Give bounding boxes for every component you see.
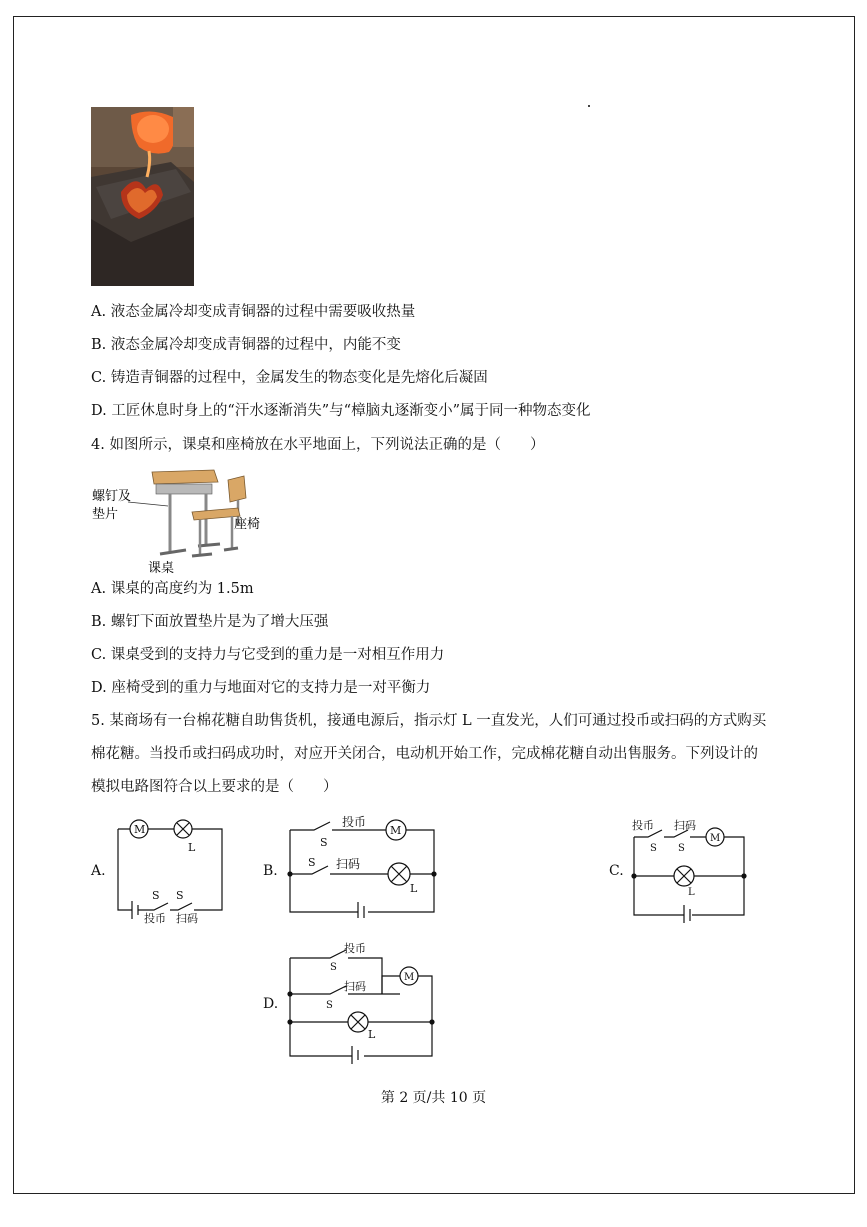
q5-label-c: C. [609,863,624,879]
q5-stem-line-2: 棉花糖。当投币或扫码成功时，对应开关闭合，电动机开始工作，完成棉花糖自动出售服务。下列设计的 [91,746,758,762]
switch-s1-label: S [650,843,657,854]
desk-chair-figure [88,464,268,576]
scan-label: 扫码 [674,819,696,832]
switch-s1-label: S [152,889,160,902]
lamp-label: L [188,841,196,854]
q3-option-c: C. 铸造青铜器的过程中，金属发生的物态变化是先熔化后凝固 [91,370,488,386]
q5-label-a: A. [91,863,106,879]
label-desk: 课桌 [148,561,175,576]
switch-s2-label: S [326,1000,333,1011]
q4-option-d: D. 座椅受到的重力与地面对它的支持力是一对平衡力 [91,680,431,696]
circuit-d [286,940,442,1064]
coin-label: 投币 [632,819,654,832]
scan-speck [588,105,590,107]
motor-symbol: M [134,823,146,836]
q3-option-b: B. 液态金属冷却变成青铜器的过程中，内能不变 [91,337,401,353]
motor-symbol: M [710,833,721,844]
q3-option-a: A. 液态金属冷却变成青铜器的过程中需要吸收热量 [91,304,416,320]
lamp-label: L [410,882,418,895]
motor-symbol: M [404,972,415,983]
scan-label: 扫码 [336,857,361,871]
switch-s2-label: S [678,843,685,854]
circuit-b [284,812,444,918]
switch-s2-label: S [176,889,184,902]
coin-label: 投币 [344,942,366,955]
q5-label-d: D. [263,996,279,1012]
motor-symbol: M [390,824,402,837]
q3-option-d: D. 工匠休息时身上的“汗水逐渐消失”与“樟脑丸逐渐变小”属于同一种物态变化 [91,403,591,419]
label-screw-1: 螺钉及 [92,489,132,504]
q5-label-b: B. [263,863,278,879]
lamp-label: L [688,887,695,898]
q4-option-b: B. 螺钉下面放置垫片是为了增大压强 [91,614,329,630]
q4-option-a: A. 课桌的高度约为 1.5m [91,581,254,597]
page-footer: 第 2 页/共 10 页 [380,1090,487,1106]
q5-stem-line-1: 5. 某商场有一台棉花糖自助售货机，接通电源后，指示灯 L 一直发光，人们可通过投币或扫码的方式购买 [91,713,767,729]
circuit-c [628,815,752,923]
scan-label: 扫码 [176,912,198,925]
switch-s2-label: S [308,856,316,869]
circuit-a [110,815,230,925]
bronze-casting-photo [91,107,194,286]
lamp-label: L [368,1028,376,1041]
q5-stem-line-3: 模拟电路图符合以上要求的是（ ） [91,779,338,795]
label-screw-2: 垫片 [92,507,119,522]
scan-label: 扫码 [344,980,366,993]
switch-s1-label: S [330,962,337,973]
q4-option-c: C. 课桌受到的支持力与它受到的重力是一对相互作用力 [91,647,445,663]
coin-label: 投币 [342,815,367,829]
coin-label: 投币 [144,912,166,925]
label-chair: 座椅 [234,517,261,532]
q4-stem: 4. 如图所示，课桌和座椅放在水平地面上，下列说法正确的是（ ） [91,437,545,453]
switch-s1-label: S [320,836,328,849]
